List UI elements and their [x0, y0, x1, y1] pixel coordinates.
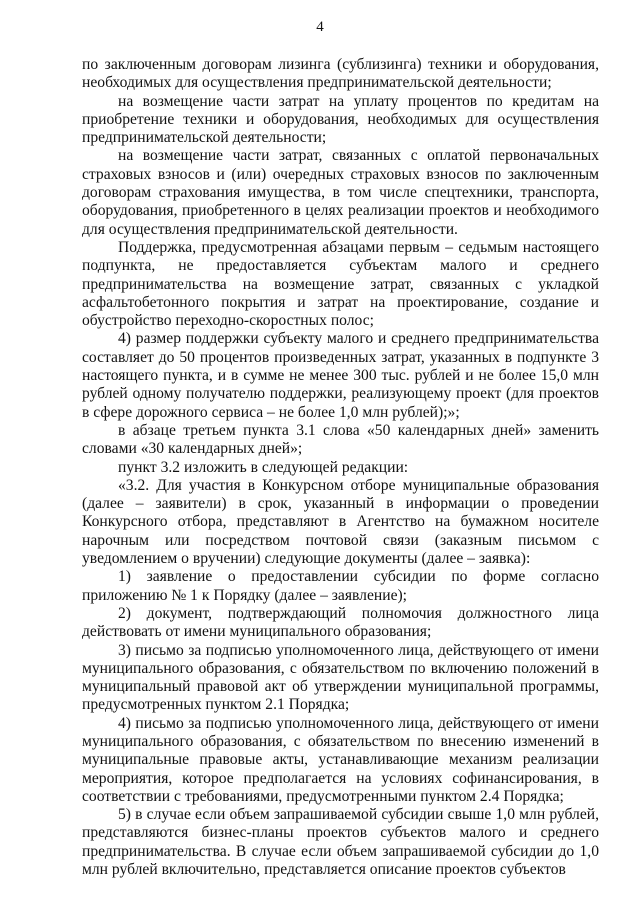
paragraph: 4) письмо за подписью уполномоченного лица, действующего от имени муниципального образования, с обязательством по внесению изменений в муниципальные правовые акты, устанавливающие механизм реализации мероприятия, которое предполагается на условиях софинансирования, в соответствии с требованиями, предусмотренными пунктом 2.4 Порядка;: [82, 714, 599, 805]
page-number: 4: [316, 19, 324, 35]
paragraph: Поддержка, предусмотренная абзацами первым – седьмым настоящего подпункта, не предоставляется субъектам малого и среднего предпринимательства на возмещение затрат, связанных с укладкой асфальтобетонного покрытия и затрат на проектирование, создание и обустройство переходно-скоростных полос;: [82, 238, 599, 330]
paragraph: 1) заявление о предоставлении субсидии по форме согласно приложению № 1 к Порядку (далее – заявление);: [82, 568, 599, 604]
paragraph: 5) в случае если объем запрашиваемой субсидии свыше 1,0 млн рублей, представляются бизнес-планы проектов субъектов малого и среднего предпринимательства. В случае если объем запрашиваемой субсидии до 1,0 млн рублей включительно, представляется описание проектов субъектов: [82, 806, 599, 879]
paragraph: 4) размер поддержки субъекту малого и среднего предпринимательства составляет до 50 процентов произведенных затрат, указанных в подпункте 3 настоящего пункта, и в сумме не менее 300 тыс. рублей и не более 15,0 млн рублей одному получателю поддержки, реализующему проект (для проектов в сфере дорожного сервиса – не более 1,0 млн рублей);»;: [82, 330, 599, 421]
paragraph: 2) документ, подтверждающий полномочия должностного лица действовать от имени муниципального образования;: [82, 604, 599, 641]
document-body: [82, 56, 599, 879]
paragraph: «3.2. Для участия в Конкурсном отборе муниципальные образования (далее – заявители) в срок, указанный в информации о проведении Конкурсного отбора, представляют в Агентство на бумажном носителе нарочным или посредством почтовой связи (заказным письмом с уведомлением о вручении) следующие документы (далее – заявка):: [82, 476, 599, 568]
paragraph: пункт 3.2 изложить в следующей редакции:: [118, 458, 409, 476]
paragraph: 3) письмо за подписью уполномоченного лица, действующего от имени муниципального образования, с обязательством по включению положений в муниципальный правовой акт об утверждении муниципальной программы, предусмотренных пунктом 2.1 Порядка;: [82, 641, 599, 714]
paragraph: на возмещение части затрат, связанных с оплатой первоначальных страховых взносов и (или) очередных страховых взносов по заключенным договорам страхования имущества, в том числе спецтехники, транспорта, оборудования, приобретенного в целях реализации проектов и необходимого для осуществления предпринимательской деятельности.: [82, 147, 599, 238]
paragraph: на возмещение части затрат на уплату процентов по кредитам на приобретение техники и оборудования, необходимых для осуществления предпринимательской деятельности;: [82, 92, 599, 147]
paragraph: в абзаце третьем пункта 3.1 слова «50 календарных дней» заменить словами «30 календарных дней»;: [82, 421, 599, 458]
paragraph: по заключенным договорам лизинга (сублизинга) техники и оборудования, необходимых для осуществления предпринимательской деятельности;: [82, 56, 599, 92]
